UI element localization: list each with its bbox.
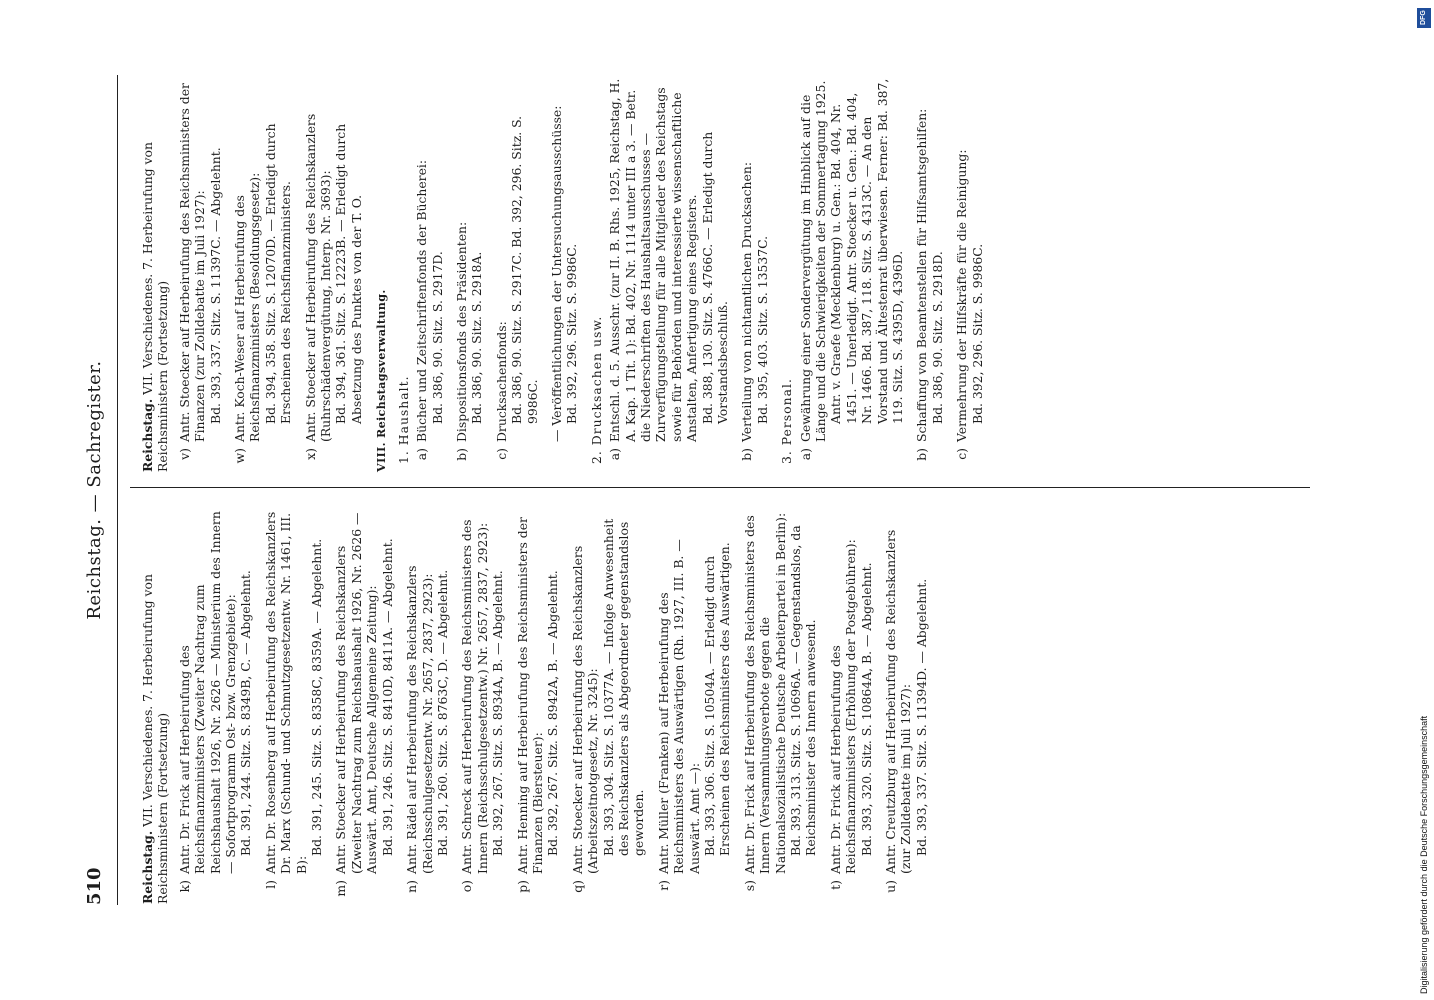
entry-text: Antr. Dr. Frick auf Herbeirufung des Reichsfinanzministers (Zweiter Nachtrag zum Reichshaushalt 1926, Nr. 2626 — Ministerium des Innern — Sofortprogramm Ost- bzw. Grenzgebiete): [176,511,239,874]
entry-body [739,72,770,442]
entry-text: Antr. Stoecker auf Herbeirufung des Reichsministers der Finanzen (zur Zolldebatte im Juli 1927): [176,83,208,442]
entry-label: p) [514,880,530,893]
entry-text: Antr. Dr. Frick auf Herbeirufung des Reichsministers des Innern (Versammlungsverbote gegen die Nationalsozialistische Deutsche Arbeiterpartei in Berlin): [741,512,788,874]
entry-body [494,72,540,442]
register-entry [459,504,505,904]
entry-reference: Bd. 395, 403. Sitz. S. 13537C. [754,235,770,424]
entry-reference: Bd. 388, 130. Sitz. S. 4766C. — Erledigt durch Vorstandsbeschluß. [699,131,730,424]
entry-label: w) [232,448,248,464]
subsection-heading: 3. Personal. [779,378,795,464]
register-entry [828,504,874,904]
register-entry [333,504,395,904]
right-item-list-a [177,72,364,472]
digitization-watermark: Digitalisierung gefördert durch die Deutsche Forschungsgemeinschaft [1419,715,1429,994]
entry-body [742,504,819,874]
entry-reference: Bd. 393, 304. Sitz. S. 10377A. — Infolge Anwesenheit des Reichskanzlers als Abgeordneter gegenstandslos geworden. [600,518,647,856]
column-divider [130,487,1310,488]
entry-body [570,504,647,874]
entry-reference: Bd. 392, 267. Sitz. S. 8934A, B. — Abgelehnt. [490,570,506,856]
right-column [140,72,994,472]
register-entry [656,504,733,904]
entry-label: x) [302,448,318,460]
entry-reference: Bd. 392, 296. Sitz. S. 9986C. [969,243,985,424]
entry-reference: Bd. 393, 320. Sitz. S. 10864A, B. — Abgelehnt. [858,562,874,856]
entry-body [454,72,485,442]
entry-heading [140,72,171,472]
subsection-heading: 2. Drucksachen usw. [588,315,604,464]
entry-reference: Bd. 393, 337. Sitz. S. 11394D. — Abgelehnt. [913,578,929,856]
register-entry [607,72,730,472]
register-entry [232,72,294,472]
entry-text: Dispositionsfonds des Präsidenten: [453,221,469,442]
left-item-list [177,504,929,904]
entry-label: k) [176,880,192,893]
entry-body [914,72,945,442]
entry-body [828,504,874,874]
register-entry [798,72,906,472]
entry-text: Antr. Müller (Franken) auf Herbeirufung des Reichsministers des Auswärtigen (Rh. 1927, III. B. — Auswärt. Amt —): [655,539,702,874]
entry-heading-text: VII. Verschiedenes. 7. Herbeirufung von Reichsministern (Fortsetzung) [140,574,171,904]
entry-reference: Bd. 394, 358. Sitz. S. 12070D. — Erledigt durch Erscheinen des Reichsfinanzministers. [262,123,294,424]
register-entry [883,504,929,904]
entry-body [414,72,445,442]
entry-text: Vermehrung der Hilfskräfte für die Reinigung: [954,149,970,442]
entry-label: r) [655,880,671,891]
entry-text: Antr. Dr. Frick auf Herbeirufung des Reichsfinanzministers (Erhöhung der Postgebühren): [827,539,859,874]
entry-body [954,72,985,442]
entry-text: Bücher und Zeitschriftenfonds der Bücherei: [414,159,430,442]
right-item-list-b [414,72,580,472]
entry-body [549,72,580,442]
entry-label: a) [607,448,623,461]
left-column [140,504,938,904]
register-entry [177,504,254,904]
entry-text: Antr. Stoecker auf Herbeirufung des Reichskanzlers (Arbeitszeitnotgesetz, Nr. 3245): [569,545,601,874]
subsection-heading: 1. Haushalt. [395,375,411,464]
entry-text: Antr. Henning auf Herbeirufung des Reichsministers der Finanzen (Biersteuer): [514,517,545,874]
entry-text: Entschl. d. 5. Ausschr. (zur II. B. Rhs. 1925, Reichstag, H. A. Kap. 1 Tit. 1): Bd. 402, Nr. 1114 unter III a 3. — Betr. die Niederschriften des Haushaltsausschusses — Zurverfügungstellung für alle Mitglieder des Reichstags sowie für Behörden und interessierte wissenschaftliche Anstalten, Anfertigung eines Registers. [607,78,700,442]
entry-heading [140,504,171,904]
entry-label: b) [739,448,755,461]
register-entry [742,504,819,904]
entry-text: Antr. Koch-Weser auf Herbeirufung des Reichsfinanzministers (Besoldungsgesetz): [232,172,263,442]
entry-reference: Antr. v. Graefe (Mecklenburg) u. Gen.: Bd. 404, Nr. 1451. — Unerledigt. Antr. Stoecker u. Gen.: Bd. 404, Nr. 1466. Bd. 387, 118. Sitz. S. 4313C. — An den Vorstand und Ältestenrat überwiesen. Ferner: Bd. 387, 119. Sitz. S. 4395D, 4396D. [828,78,906,424]
register-entry [549,72,580,472]
entry-heading-text: VII. Verschiedenes. 7. Herbeirufung von Reichsministern (Fortsetzung) [140,142,171,472]
entry-label: u) [883,880,899,893]
entry-label [549,442,580,472]
entry-body [303,72,365,442]
register-entry [914,72,945,472]
entry-reference: Bd. 391, 246. Sitz. S. 8410D, 8411A. — Abgelehnt. [379,538,395,856]
entry-label: m) [333,880,349,897]
entry-text: Antr. Stoecker auf Herbeirufung des Reichskanzlers (Ruhrschädenvergütung, Interp. Nr. 3693): [302,113,334,442]
entry-label: b) [453,448,469,461]
entry-body [177,72,223,442]
register-entry [954,72,985,472]
entry-label: a) [414,448,430,461]
entry-reference: Bd. 386, 90. Sitz. S. 2917C. Bd. 392, 296. Sitz. S. 9986C. [509,115,540,424]
entry-heading-bold: Reichstag. [140,398,155,472]
entry-body [656,504,733,874]
running-head-title: Reichstag. — Sachregister. [84,360,105,620]
entry-body [607,72,730,442]
entry-label: c) [493,448,509,460]
entry-body [263,504,325,874]
entry-label: n) [404,880,420,893]
entry-text: Verteilung von nichtamtlichen Drucksachen: [739,161,755,442]
entry-reference: Bd. 386, 90. Sitz. S. 2918A. [469,251,485,424]
entry-body [883,504,929,874]
entry-label: s) [741,880,757,892]
entry-text: — Veröffentlichungen der Untersuchungsausschüsse: [548,105,564,442]
entry-body [177,504,254,874]
entry-body [459,504,505,874]
entry-body [798,72,906,442]
register-entry [263,504,325,904]
entry-text: Antr. Stoecker auf Herbeirufung des Reichskanzlers (Zweiter Nachtrag zum Reichshaushalt 1926, Nr. 2626 — Auswärt. Amt, Deutsche Allgemeine Zeitung): [333,512,380,874]
section-heading: VIII. Reichstagsverwaltung. [374,289,389,472]
entry-label: a) [797,448,813,461]
entry-reference: Bd. 393, 337. Sitz. S. 11397C. — Abgelehnt. [207,147,223,424]
entry-body [232,72,294,442]
page-number: 510 [84,867,105,905]
entry-reference: Bd. 393, 313. Sitz. S. 10696A. — Gegenstandslos, da Reichsminister des Innern anwesend. [788,525,819,856]
entry-label: o) [459,880,475,893]
entry-text: Drucksachenfonds: [493,321,509,442]
entry-text: Antr. Rädel auf Herbeirufung des Reichskanzlers (Reichsschulgesetzentw. Nr. 2657, 2837, 2923): [404,565,435,874]
entry-reference: Bd. 386, 90. Sitz. S. 2917D. [429,251,445,424]
right-item-list-c [607,72,770,472]
register-entry [570,504,647,904]
register-entry [404,504,450,904]
entry-label: c) [954,448,970,460]
entry-reference: Bd. 392, 296. Sitz. S. 9986C. [564,243,580,424]
entry-body [333,504,395,874]
register-entry [414,72,445,472]
register-entry [454,72,485,472]
entry-label: b) [914,448,930,461]
entry-reference: Bd. 391, 260. Sitz. S. 8763C, D. — Abgelehnt. [434,569,450,856]
dfg-logo: DFG [1417,8,1431,28]
entry-label: t) [827,880,843,890]
register-entry [494,72,540,472]
entry-reference: Bd. 391, 245. Sitz. S. 8358C, 8359A. — Abgelehnt. [309,538,325,856]
entry-text: Gewährung einer Sondervergütung im Hinblick auf die Länge und die Schwierigkeiten der Sommertagung 1925. [797,80,829,442]
entry-reference: Bd. 394, 361. Sitz. S. 12223B. — Erledigt durch Absetzung des Punktes von der T. O. [333,123,364,424]
entry-text: Antr. Dr. Rosenberg auf Herbeirufung des Reichskanzlers Dr. Marx (Schund- und Schmutzgesetzentw. Nr. 1461, III. B): [262,511,309,874]
register-entry [177,72,223,472]
entry-reference: Bd. 391, 244. Sitz. S. 8349B, C. — Abgelehnt. [238,570,254,856]
register-entry [303,72,365,472]
register-entry [739,72,770,472]
right-item-list-d [798,72,985,472]
entry-reference: Bd. 386, 90. Sitz. S. 2918D. [929,251,945,424]
entry-text: Antr. Creutzburg auf Herbeirufung des Reichskanzlers (zur Zolldebatte im Juli 1927): [883,529,914,874]
running-head [84,75,114,905]
entry-label: l) [262,880,278,889]
entry-label: v) [176,448,192,460]
entry-body [404,504,450,874]
entry-body [515,504,561,874]
entry-text: Schaffung von Beamtenstellen für Hilfsamtsgehilfen: [914,108,930,442]
entry-heading-bold: Reichstag. [140,830,155,904]
entry-reference: Bd. 393, 306. Sitz. S. 10504A. — Erledigt durch Erscheinen des Reichsministers des Auswärtigen. [702,542,733,856]
register-entry [515,504,561,904]
entry-text: Antr. Schreck auf Herbeirufung des Reichsministers des Innern (Reichsschulgesetzentw.) Nr. 2657, 2837, 2923): [459,519,490,874]
entry-reference: Bd. 392, 267. Sitz. S. 8942A, B. — Abgelehnt. [545,570,561,856]
header-rule [117,75,118,905]
entry-label: q) [569,880,585,893]
